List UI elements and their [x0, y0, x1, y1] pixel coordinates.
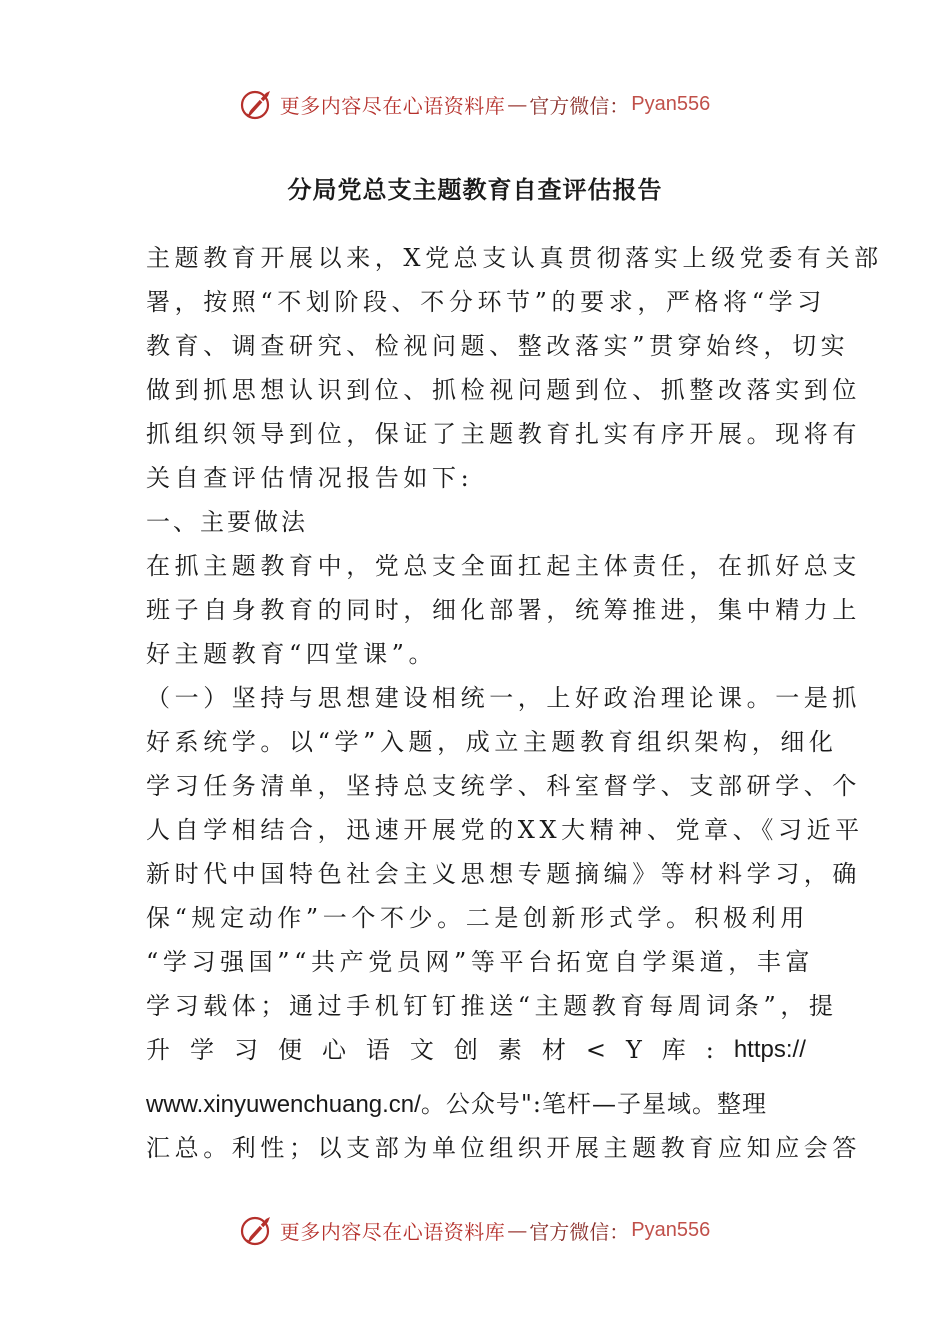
char: 学 [189, 1036, 214, 1064]
text-line: 主题教育开展以来，X党总支认真贯彻落实上级党委有关部 [146, 244, 883, 272]
watermark-text: 更多内容尽在心语资料库 [279, 93, 506, 118]
char: 语 [365, 1036, 390, 1064]
spread-text-line [146, 1028, 806, 1072]
watermark-id: Pyan556 [631, 92, 711, 115]
text-line: 新时代中国特色社会主义思想专题摘编》等材料学习，确 [146, 860, 861, 888]
char: 心 [321, 1036, 346, 1064]
text-line: “学习强国”“共产党员网”等平台拓宽自学渠道，丰富 [146, 948, 815, 976]
text-line: 署，按照“不划阶段、不分环节”的要求，严格将“学习 [146, 288, 826, 316]
char: 库 [661, 1036, 686, 1064]
text-line: 班子自身教育的同时，细化部署，统筹推进，集中精力上 [146, 596, 861, 624]
text-line: 在抓主题教育中，党总支全面扛起主体责任，在抓好总支 [146, 552, 861, 580]
char: < [585, 1036, 606, 1064]
char: 文 [409, 1036, 434, 1064]
watermark-label: 官方微信： [529, 1219, 630, 1244]
char: 创 [453, 1036, 478, 1064]
text-line: 学习任务清单，坚持总支统学、科室督学、支部研学、个 [146, 772, 861, 800]
char: : [705, 1036, 714, 1064]
char: 材 [541, 1036, 566, 1064]
document-title: 分局党总支主题教育自查评估报告 [287, 175, 663, 204]
url-text: www.xinyuwenchuang.cn/ [146, 1091, 421, 1118]
text-line: 抓组织领导到位，保证了主题教育扎实有序开展。现将有 [146, 420, 861, 448]
char: 便 [277, 1036, 302, 1064]
text-line: 好系统学。以“学”入题，成立主题教育组织架构，细化 [146, 728, 838, 756]
text-line: 教育、调查研究、检视问题、整改落实”贯穿始终，切实 [146, 332, 850, 360]
document-body [146, 236, 883, 1170]
char: 素 [497, 1036, 522, 1064]
watermark-id: Pyan556 [631, 1218, 711, 1241]
quill-pen-logo-icon [240, 1213, 274, 1247]
url-prefix: https:// [733, 1036, 806, 1063]
text-line: 好主题教育“四堂课”。 [146, 640, 438, 668]
url-text-line [146, 1072, 806, 1126]
watermark-separator: — [507, 92, 528, 116]
url-line-rest: 。公众号":笔杆—子星域。整理 [420, 1090, 767, 1118]
watermark-label: 官方微信： [529, 93, 630, 118]
watermark-text: 更多内容尽在心语资料库 [279, 1219, 506, 1244]
section-heading: 一、主要做法 [146, 508, 308, 536]
text-line: 保“规定动作”一个不少。二是创新形式学。积极利用 [146, 904, 809, 932]
text-line: 汇总。利性；以支部为单位组织开展主题教育应知应会答 [146, 1134, 861, 1162]
watermark-banner-top [0, 84, 950, 124]
text-line: 关自查评估情况报告如下: [146, 464, 474, 492]
watermark-separator: — [507, 1218, 528, 1242]
quill-pen-logo-icon [240, 87, 274, 121]
text-line: （一）坚持与思想建设相统一，上好政治理论课。一是抓 [146, 684, 861, 712]
text-line: 学习载体；通过手机钉钉推送“主题教育每周词条”，提 [146, 992, 838, 1020]
text-line: 人自学相结合，迅速开展党的XX大精神、党章、《习近平 [146, 816, 864, 844]
text-line: 做到抓思想认识到位、抓检视问题到位、抓整改落实到位 [146, 376, 861, 404]
watermark-banner-bottom [0, 1210, 950, 1250]
char: 升 [146, 1036, 170, 1064]
char: Y [625, 1036, 642, 1064]
char: 习 [233, 1036, 258, 1064]
